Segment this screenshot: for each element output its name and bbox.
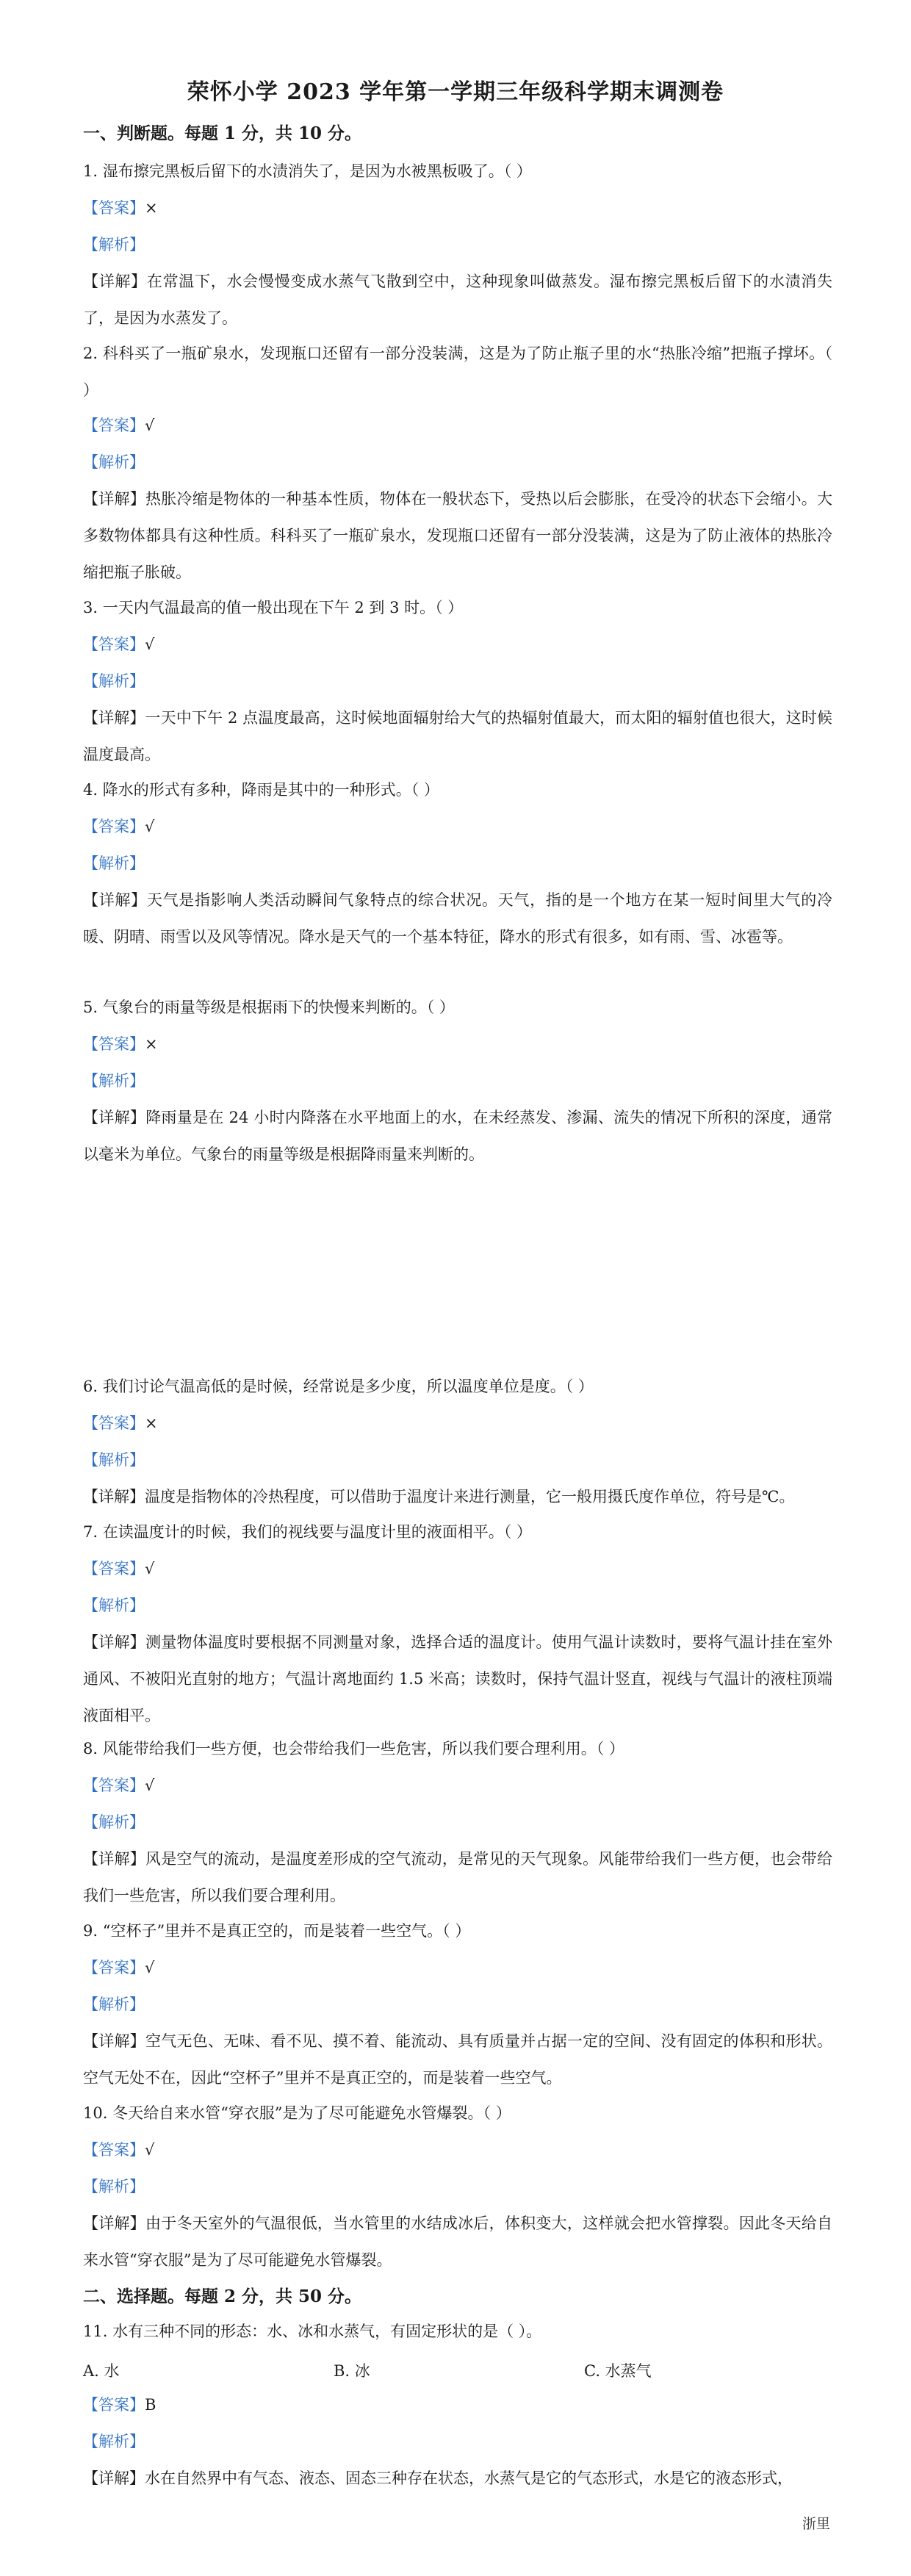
- analysis-label-5: 【解析】: [83, 1072, 145, 1090]
- question-3: 3. 一天内气温最高的值一般出现在下午 2 到 3 时。（ ）: [83, 599, 464, 616]
- detail-text: 降雨量是在 24 小时内降落在水平地面上的水，在未经蒸发、渗漏、流失的情况下所积的深度，通常以毫米为单位。气象台的雨量等级是根据降雨量来判断的。: [83, 1109, 832, 1163]
- answer-label: 【答案】: [83, 2141, 145, 2159]
- detail-text: 在常温下，水会慢慢变成水蒸气飞散到空中，这种现象叫做蒸发。湿布擦完黑板后留下的水渍消失了，是因为水蒸发了。: [83, 273, 833, 327]
- analysis-label-6: 【解析】: [83, 1451, 145, 1469]
- detail-5: [83, 1099, 832, 1173]
- detail-text: 空气无色、无味、看不见、摸不着、能流动、具有质量并占据一定的空间、没有固定的体积和形状。空气无处不在，因此“空杯子”里并不是真正空的，而是装着一些空气。: [83, 2032, 833, 2087]
- analysis-label-2: 【解析】: [83, 453, 145, 471]
- detail-9: [83, 2023, 832, 2096]
- answer-10: [83, 2131, 832, 2168]
- detail-label: 【详解】: [83, 891, 147, 909]
- answer-label: 【答案】: [83, 818, 145, 835]
- analysis-label-10: 【解析】: [83, 2178, 145, 2195]
- answer-1: [83, 190, 832, 226]
- answer-7: [83, 1550, 832, 1587]
- detail-11: [83, 2460, 810, 2497]
- detail-text: 热胀冷缩是物体的一种基本性质，物体在一般状态下，受热以后会膨胀，在受冷的状态下会缩小。大多数物体都具有这种性质。科科买了一瓶矿泉水，发现瓶口还留有一部分没装满，这是为了防止液体的热胀冷缩把瓶子胀破。: [83, 490, 833, 581]
- detail-label: 【详解】: [83, 1488, 145, 1505]
- detail-1: [83, 263, 832, 337]
- question-5: 5. 气象台的雨量等级是根据雨下的快慢来判断的。（ ）: [83, 999, 455, 1016]
- page-title: 荣怀小学 2023 学年第一学期三年级科学期末调测卷: [187, 79, 724, 105]
- detail-label: 【详解】: [83, 709, 145, 727]
- detail-label: 【详解】: [83, 2215, 146, 2232]
- answer-label: 【答案】: [83, 1777, 145, 1794]
- question-1: 1. 湿布擦完黑板后留下的水渍消失了，是因为水被黑板吸了。（ ）: [83, 162, 532, 180]
- detail-text: 一天中下午 2 点温度最高，这时候地面辐射给大气的热辐射值最大，而太阳的辐射值也很大，这时候温度最高。: [83, 709, 832, 763]
- answer-label: 【答案】: [83, 1959, 145, 1976]
- question-9: 9. “空杯子”里并不是真正空的，而是装着一些空气。（ ）: [83, 1922, 471, 1940]
- detail-label: 【详解】: [83, 2032, 146, 2050]
- question-4: 4. 降水的形式有多种，降雨是其中的一种形式。（ ）: [83, 781, 439, 799]
- section-heading-judgement: 一、判断题。每题 1 分，共 10 分。: [83, 123, 362, 143]
- detail-text: 温度是指物体的冷热程度，可以借助于温度计来进行测量，它一般用摄氏度作单位，符号是℃。: [145, 1488, 795, 1505]
- analysis-label-1: 【解析】: [83, 236, 145, 253]
- detail-4: [83, 882, 832, 955]
- answer-value: √: [145, 1959, 155, 1976]
- option-a: A. 水: [83, 2362, 120, 2380]
- analysis-label-4: 【解析】: [83, 855, 145, 872]
- analysis-label-3: 【解析】: [83, 672, 145, 690]
- analysis-label-9: 【解析】: [83, 1996, 145, 2013]
- answer-5: [83, 1026, 832, 1062]
- answer-value: B: [145, 2396, 156, 2414]
- answer-label: 【答案】: [83, 199, 145, 217]
- answer-label: 【答案】: [83, 1560, 145, 1577]
- question-6: 6. 我们讨论气温高低的是时候，经常说是多少度，所以温度单位是度。（ ）: [83, 1378, 594, 1395]
- question-2: 2. 科科买了一瓶矿泉水，发现瓶口还留有一部分没装满，这是为了防止瓶子里的水“热胀冷缩”把瓶子撑坏。（ ）: [83, 345, 832, 399]
- detail-text: 天气是指影响人类活动瞬间气象特点的综合状况。天气，指的是一个地方在某一短时间里大气的冷暖、阴晴、雨雪以及风等情况。降水是天气的一个基本特征，降水的形式有很多，如有雨、雪、冰雹等。: [83, 891, 833, 946]
- detail-label: 【详解】: [83, 1633, 146, 1651]
- analysis-label-7: 【解析】: [83, 1597, 145, 1614]
- page-footer: 浙里: [802, 2516, 830, 2532]
- answer-value: ×: [145, 1414, 158, 1432]
- answer-value: ×: [145, 1035, 158, 1053]
- detail-text: 测量物体温度时要根据不同测量对象，选择合适的温度计。使用气温计读数时，要将气温计挂在室外通风、不被阳光直射的地方；气温计离地面约 1.5 米高；读数时，保持气温计竖直，视线与气温计的液柱顶端液面相平。: [83, 1633, 833, 1724]
- detail-label: 【详解】: [83, 2469, 145, 2487]
- answer-11: [83, 2386, 832, 2423]
- detail-3: [83, 699, 832, 773]
- answer-2: [83, 407, 832, 444]
- question-11: 11. 水有三种不同的形态：水、冰和水蒸气，有固定形状的是（ ）。: [83, 2323, 542, 2340]
- detail-label: 【详解】: [83, 490, 146, 508]
- detail-2: [83, 481, 832, 591]
- detail-text: 由于冬天室外的气温很低，当水管里的水结成冰后，体积变大，这样就会把水管撑裂。因此冬天给自来水管“穿衣服”是为了尽可能避免水管爆裂。: [83, 2215, 833, 2269]
- option-c: C. 水蒸气: [584, 2362, 652, 2380]
- answer-4: [83, 808, 832, 845]
- question-7: 7. 在读温度计的时候，我们的视线要与温度计里的液面相平。（ ）: [83, 1523, 532, 1541]
- question-8: 8. 风能带给我们一些方便，也会带给我们一些危害，所以我们要合理利用。（ ）: [83, 1740, 624, 1757]
- option-b: B. 冰: [334, 2362, 370, 2380]
- answer-label: 【答案】: [83, 636, 145, 653]
- detail-text: 风是空气的流动，是温度差形成的空气流动，是常见的天气现象。风能带给我们一些方便，也会带给我们一些危害，所以我们要合理利用。: [83, 1850, 833, 1904]
- detail-label: 【详解】: [83, 1850, 146, 1868]
- question-10: 10. 冬天给自来水管“穿衣服”是为了尽可能避免水管爆裂。（ ）: [83, 2104, 511, 2122]
- answer-value: ×: [145, 199, 158, 217]
- analysis-label-8: 【解析】: [83, 1813, 145, 1831]
- answer-label: 【答案】: [83, 1414, 145, 1432]
- detail-text: 水在自然界中有气态、液态、固态三种存在状态，水蒸气是它的气态形式，水是它的液态形式，: [145, 2469, 793, 2487]
- answer-label: 【答案】: [83, 417, 145, 434]
- answer-value: √: [145, 1777, 155, 1794]
- answer-value: √: [145, 636, 155, 653]
- answer-value: √: [145, 818, 155, 835]
- detail-label: 【详解】: [83, 1109, 146, 1126]
- answer-6: [83, 1405, 832, 1442]
- detail-7: [83, 1624, 832, 1734]
- answer-9: [83, 1949, 832, 1986]
- answer-value: √: [145, 1560, 155, 1577]
- answer-value: √: [145, 2141, 155, 2159]
- answer-3: [83, 626, 832, 663]
- detail-6: [83, 1478, 832, 1515]
- detail-8: [83, 1841, 832, 1914]
- answer-8: [83, 1767, 832, 1804]
- section-heading-choice: 二、选择题。每题 2 分，共 50 分。: [83, 2287, 362, 2306]
- analysis-label-11: 【解析】: [83, 2433, 145, 2450]
- answer-label: 【答案】: [83, 1035, 145, 1053]
- detail-10: [83, 2205, 832, 2278]
- detail-label: 【详解】: [83, 273, 147, 290]
- answer-value: √: [145, 417, 155, 434]
- answer-label: 【答案】: [83, 2396, 145, 2414]
